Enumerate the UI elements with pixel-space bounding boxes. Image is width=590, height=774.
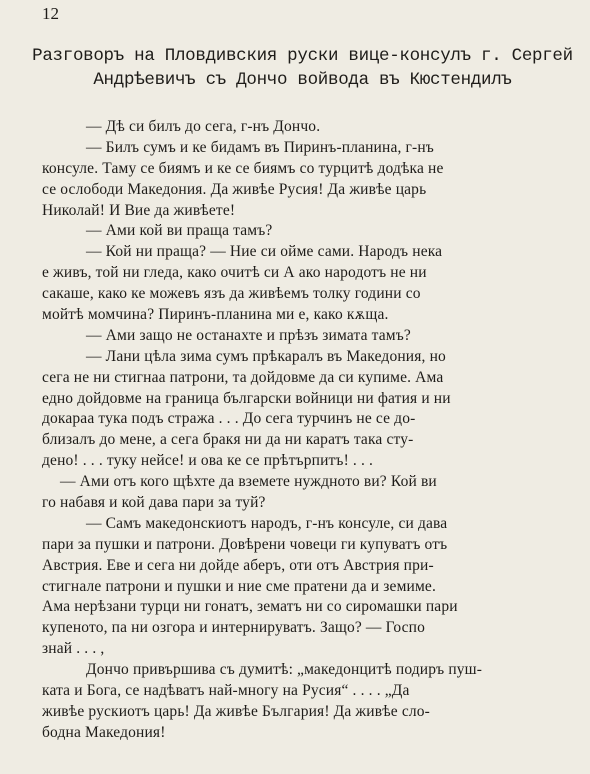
text-line: — Билъ сумъ и ке бидамъ въ Пиринъ-планина, г-нъ <box>86 138 434 156</box>
article-title <box>30 44 575 92</box>
text-line: Дончо привършива съ думитѣ: „македонцитѣ подиръ пуш- <box>86 661 483 679</box>
text-line: близалъ до мене, а сега бракя ни да ни каратъ така сту- <box>42 431 414 449</box>
text-line: ката и Бога, се надѣватъ най-многу на Русия“ . . . . „Да <box>42 682 410 700</box>
text-line: е живъ, той ни гледа, како очитѣ си А ако народотъ не ни <box>42 264 427 282</box>
dialogue-body <box>42 117 562 744</box>
text-line: едно дойдовме на граница български войници ни фатия и ни <box>42 389 451 407</box>
text-line: бодна Македония! <box>42 723 166 741</box>
text-line: докараа тука подъ стража . . . До сега турчинъ не се до- <box>42 410 416 428</box>
text-line: сега не ни стигнаа патрони, та дойдовме да си купиме. Ама <box>42 368 444 386</box>
title-line-2: Андрѣевичъ съ Дончо войвода въ Кюстендилъ <box>93 70 512 90</box>
text-line: — Кой ни праща? — Ние си ойме сами. Народъ нека <box>86 243 443 261</box>
text-line: се ослободи Македония. Да живѣе Русия! Да живѣе царь <box>42 180 427 198</box>
text-line: — Лани цѣла зима сумъ прѣкаралъ въ Македония, но <box>86 347 446 365</box>
text-line: Николай! И Вие да живѣете! <box>42 201 236 219</box>
text-line: — Ами кой ви праща тамъ? <box>86 222 273 240</box>
text-line: знай . . . , <box>42 640 105 658</box>
text-line: купеното, па ни озгора и интернируватъ. Защо? — Госпо <box>42 619 426 637</box>
text-line: стигнале патрони и пушки и ние сме пратени да и земиме. <box>42 577 436 595</box>
text-line: — Дѣ си билъ до сега, г-нъ Дончо. <box>86 118 321 135</box>
text-line: сакаше, како ке можевъ язъ да живѣемъ толку години со <box>42 285 421 303</box>
text-line: пари за пушки и патрони. Довѣрени човеци ги купуватъ отъ <box>42 535 448 553</box>
text-line: живѣе рускиотъ царь! Да живѣе България! Да живѣе сло- <box>42 702 430 720</box>
text-line: Ама нерѣзани турци ни гонатъ, зематъ ни со сиромашки пари <box>42 598 458 616</box>
page-number: 12 <box>42 4 59 23</box>
text-line: — Самъ македонскиотъ народъ, г-нъ консуле, си дава <box>86 514 448 532</box>
text-line: — Ами защо не останахте и прѣзъ зимата тамъ? <box>86 326 411 344</box>
text-line: консуле. Таму се биямъ и ке се биямъ со турцитѣ додѣка не <box>42 159 444 177</box>
text-line: Австрия. Еве и сега ни дойде аберъ, оти отъ Австрия при- <box>42 556 434 574</box>
text-line: — Ами отъ кого щѣхте да вземете нуждното ви? Кой ви <box>60 473 437 491</box>
text-line: го набавя и кой дава пари за туй? <box>42 494 266 512</box>
text-line: мойтѣ момчина? Пиринъ-планина ми е, како кѫща. <box>42 306 389 324</box>
text-line: дено! . . . туку нейсе! и ова ке се прѣтърпитъ! . . . <box>42 452 374 470</box>
title-line-1: Разговоръ на Пловдивския руски вице-консулъ г. Сергей <box>32 46 573 66</box>
